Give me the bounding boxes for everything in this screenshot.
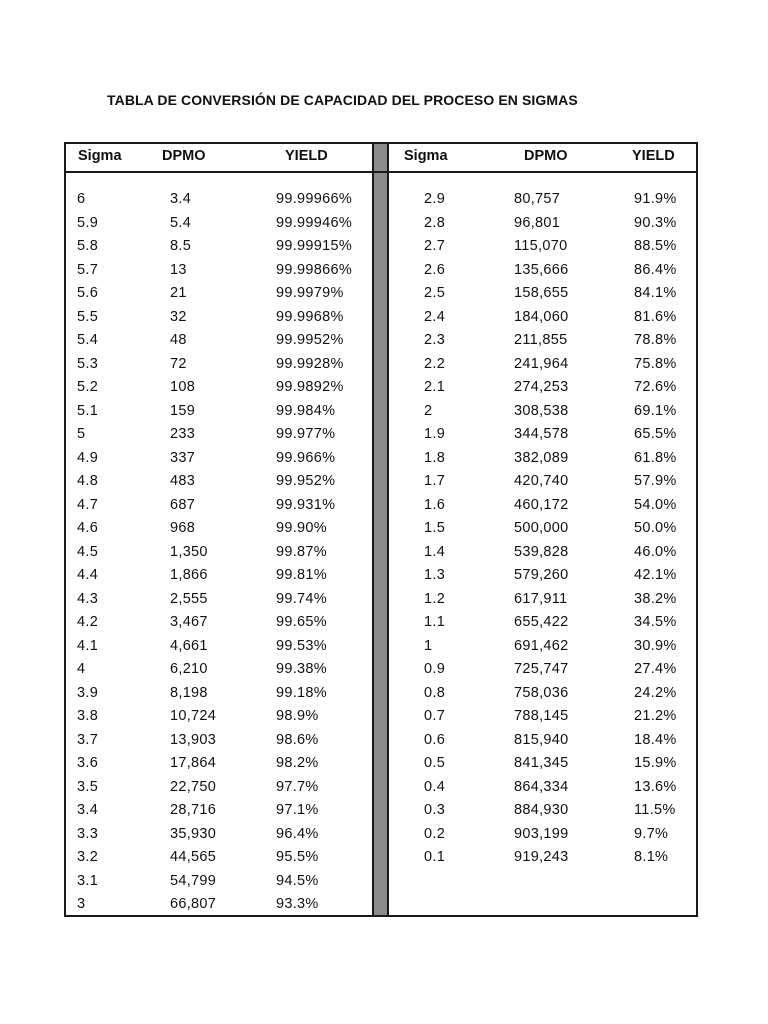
right-sigma-cell: 2.2 xyxy=(424,355,446,372)
right-sigma-cell: 0.7 xyxy=(424,708,446,724)
right-dpmo-cell: 864,334 xyxy=(514,778,569,795)
left-dpmo-cell: 8,198 xyxy=(170,684,208,701)
right-sigma-cell: 0.8 xyxy=(424,684,446,701)
header-left-sigma: Sigma xyxy=(78,148,122,164)
right-yield-cell: 24.2% xyxy=(634,684,677,701)
left-yield-cell: 99.99966% xyxy=(276,191,353,207)
table-row xyxy=(66,191,696,215)
left-yield-cell: 99.966% xyxy=(276,449,336,466)
right-sigma-cell: 2.7 xyxy=(424,238,446,254)
table-row xyxy=(66,732,696,756)
right-sigma-cell: 1.9 xyxy=(424,426,446,442)
right-yield-cell: 72.6% xyxy=(634,379,677,395)
right-yield-cell: 88.5% xyxy=(634,238,677,254)
table-row xyxy=(66,614,696,638)
header-right-yield: YIELD xyxy=(632,148,675,164)
left-sigma-cell: 3.3 xyxy=(77,825,99,842)
right-yield-cell: 18.4% xyxy=(634,731,677,748)
right-yield-cell: 90.3% xyxy=(634,214,677,231)
left-sigma-cell: 3.5 xyxy=(77,778,99,795)
left-sigma-cell: 4.6 xyxy=(77,520,99,536)
left-yield-cell: 99.977% xyxy=(276,426,336,442)
left-yield-cell: 93.3% xyxy=(276,896,319,912)
right-yield-cell: 42.1% xyxy=(634,567,677,583)
right-sigma-cell: 2.5 xyxy=(424,285,446,301)
left-dpmo-cell: 32 xyxy=(170,308,187,325)
right-dpmo-cell: 241,964 xyxy=(514,355,569,372)
left-sigma-cell: 3.2 xyxy=(77,849,99,865)
right-yield-cell: 57.9% xyxy=(634,473,677,489)
left-dpmo-cell: 968 xyxy=(170,520,196,536)
left-sigma-cell: 4.3 xyxy=(77,590,99,607)
right-yield-cell: 30.9% xyxy=(634,637,677,654)
left-sigma-cell: 3.4 xyxy=(77,802,99,818)
left-dpmo-cell: 108 xyxy=(170,379,196,395)
table-row xyxy=(66,661,696,685)
left-yield-cell: 99.9979% xyxy=(276,285,344,301)
right-dpmo-cell: 539,828 xyxy=(514,543,569,560)
left-yield-cell: 99.9892% xyxy=(276,379,344,395)
left-sigma-cell: 4.1 xyxy=(77,637,99,654)
right-sigma-cell: 2.1 xyxy=(424,379,446,395)
left-dpmo-cell: 28,716 xyxy=(170,802,217,818)
left-yield-cell: 99.931% xyxy=(276,496,336,513)
table-row xyxy=(66,520,696,544)
right-sigma-cell: 0.2 xyxy=(424,825,446,842)
right-yield-cell: 78.8% xyxy=(634,332,677,348)
left-sigma-cell: 3.6 xyxy=(77,755,99,771)
header-right-sigma: Sigma xyxy=(404,148,448,164)
right-yield-cell: 13.6% xyxy=(634,778,677,795)
right-dpmo-cell: 903,199 xyxy=(514,825,569,842)
right-dpmo-cell: 617,911 xyxy=(514,590,568,607)
left-sigma-cell: 4.7 xyxy=(77,496,99,513)
right-dpmo-cell: 500,000 xyxy=(514,520,569,536)
right-sigma-cell: 1.7 xyxy=(424,473,446,489)
table-row xyxy=(66,497,696,521)
left-dpmo-cell: 44,565 xyxy=(170,849,217,865)
table-row xyxy=(66,285,696,309)
left-dpmo-cell: 10,724 xyxy=(170,708,217,724)
left-sigma-cell: 5.7 xyxy=(77,261,99,278)
right-dpmo-cell: 579,260 xyxy=(514,567,569,583)
right-sigma-cell: 1.8 xyxy=(424,449,446,466)
right-dpmo-cell: 382,089 xyxy=(514,449,569,466)
left-dpmo-cell: 3.4 xyxy=(170,191,192,207)
sigma-conversion-table xyxy=(64,142,698,917)
left-sigma-cell: 3.8 xyxy=(77,708,99,724)
right-dpmo-cell: 115,070 xyxy=(514,238,568,254)
right-yield-cell: 65.5% xyxy=(634,426,677,442)
right-yield-cell: 38.2% xyxy=(634,590,677,607)
right-dpmo-cell: 841,345 xyxy=(514,755,569,771)
right-dpmo-cell: 211,855 xyxy=(514,332,568,348)
left-sigma-cell: 5.2 xyxy=(77,379,99,395)
table-row xyxy=(66,356,696,380)
left-yield-cell: 99.53% xyxy=(276,637,327,654)
right-yield-cell: 8.1% xyxy=(634,849,669,865)
left-yield-cell: 99.99866% xyxy=(276,261,353,278)
right-sigma-cell: 2.6 xyxy=(424,261,446,278)
right-yield-cell: 69.1% xyxy=(634,402,677,419)
left-sigma-cell: 4.4 xyxy=(77,567,99,583)
right-yield-cell: 84.1% xyxy=(634,285,677,301)
left-sigma-cell: 5.3 xyxy=(77,355,99,372)
right-dpmo-cell: 691,462 xyxy=(514,637,569,654)
left-sigma-cell: 4 xyxy=(77,661,86,677)
table-row xyxy=(66,779,696,803)
table-row xyxy=(66,708,696,732)
table-row xyxy=(66,309,696,333)
right-dpmo-cell: 158,655 xyxy=(514,285,569,301)
left-dpmo-cell: 48 xyxy=(170,332,187,348)
header-right-dpmo: DPMO xyxy=(524,148,568,164)
left-dpmo-cell: 1,350 xyxy=(170,543,208,560)
right-yield-cell: 34.5% xyxy=(634,614,677,630)
left-yield-cell: 99.74% xyxy=(276,590,327,607)
right-yield-cell: 86.4% xyxy=(634,261,677,278)
header-left-yield: YIELD xyxy=(285,148,328,164)
left-dpmo-cell: 17,864 xyxy=(170,755,217,771)
right-dpmo-cell: 184,060 xyxy=(514,308,569,325)
table-row xyxy=(66,473,696,497)
left-sigma-cell: 5.1 xyxy=(77,402,99,419)
left-sigma-cell: 4.2 xyxy=(77,614,99,630)
right-sigma-cell: 2.4 xyxy=(424,308,446,325)
table-row xyxy=(66,379,696,403)
table-row xyxy=(66,591,696,615)
left-dpmo-cell: 337 xyxy=(170,449,196,466)
table-row xyxy=(66,638,696,662)
right-dpmo-cell: 884,930 xyxy=(514,802,569,818)
right-yield-cell: 11.5% xyxy=(634,802,676,818)
right-sigma-cell: 0.9 xyxy=(424,661,446,677)
left-sigma-cell: 5.5 xyxy=(77,308,99,325)
left-dpmo-cell: 35,930 xyxy=(170,825,217,842)
right-sigma-cell: 0.1 xyxy=(424,849,446,865)
left-dpmo-cell: 13 xyxy=(170,261,187,278)
right-yield-cell: 9.7% xyxy=(634,825,669,842)
right-dpmo-cell: 788,145 xyxy=(514,708,569,724)
table-row xyxy=(66,567,696,591)
table-row xyxy=(66,215,696,239)
left-sigma-cell: 4.5 xyxy=(77,543,99,560)
left-yield-cell: 99.952% xyxy=(276,473,336,489)
right-yield-cell: 61.8% xyxy=(634,449,677,466)
right-sigma-cell: 1.2 xyxy=(424,590,446,607)
left-yield-cell: 99.38% xyxy=(276,661,327,677)
header-divider xyxy=(66,171,696,173)
left-dpmo-cell: 3,467 xyxy=(170,614,208,630)
right-sigma-cell: 0.4 xyxy=(424,778,446,795)
right-yield-cell: 81.6% xyxy=(634,308,677,325)
left-yield-cell: 95.5% xyxy=(276,849,319,865)
left-sigma-cell: 5.8 xyxy=(77,238,99,254)
table-row xyxy=(66,332,696,356)
right-yield-cell: 91.9% xyxy=(634,191,677,207)
left-dpmo-cell: 1,866 xyxy=(170,567,208,583)
left-sigma-cell: 3.7 xyxy=(77,731,99,748)
left-dpmo-cell: 159 xyxy=(170,402,196,419)
left-yield-cell: 99.87% xyxy=(276,543,327,560)
right-sigma-cell: 1 xyxy=(424,637,433,654)
left-yield-cell: 99.18% xyxy=(276,684,327,701)
left-yield-cell: 99.984% xyxy=(276,402,336,419)
right-yield-cell: 46.0% xyxy=(634,543,677,560)
left-sigma-cell: 3.1 xyxy=(77,872,99,889)
header-left-dpmo: DPMO xyxy=(162,148,206,164)
left-yield-cell: 98.9% xyxy=(276,708,319,724)
left-dpmo-cell: 13,903 xyxy=(170,731,217,748)
left-yield-cell: 99.9952% xyxy=(276,332,344,348)
left-yield-cell: 99.99946% xyxy=(276,214,353,231)
right-dpmo-cell: 274,253 xyxy=(514,379,569,395)
table-row xyxy=(66,802,696,826)
left-dpmo-cell: 66,807 xyxy=(170,896,217,912)
table-row xyxy=(66,238,696,262)
right-sigma-cell: 2.3 xyxy=(424,332,446,348)
right-sigma-cell: 2.9 xyxy=(424,191,446,207)
right-sigma-cell: 0.5 xyxy=(424,755,446,771)
right-dpmo-cell: 725,747 xyxy=(514,661,569,677)
left-sigma-cell: 3 xyxy=(77,896,86,912)
right-yield-cell: 50.0% xyxy=(634,520,677,536)
left-yield-cell: 99.9968% xyxy=(276,308,344,325)
right-yield-cell: 27.4% xyxy=(634,661,677,677)
left-dpmo-cell: 5.4 xyxy=(170,214,192,231)
right-dpmo-cell: 96,801 xyxy=(514,214,561,231)
left-sigma-cell: 6 xyxy=(77,191,86,207)
right-sigma-cell: 0.3 xyxy=(424,802,446,818)
right-dpmo-cell: 80,757 xyxy=(514,191,561,207)
right-sigma-cell: 1.3 xyxy=(424,567,446,583)
table-row xyxy=(66,426,696,450)
left-yield-cell: 99.99915% xyxy=(276,238,353,254)
right-yield-cell: 21.2% xyxy=(634,708,677,724)
right-dpmo-cell: 308,538 xyxy=(514,402,569,419)
right-dpmo-cell: 655,422 xyxy=(514,614,569,630)
left-yield-cell: 99.65% xyxy=(276,614,327,630)
left-sigma-cell: 5 xyxy=(77,426,86,442)
right-dpmo-cell: 344,578 xyxy=(514,426,569,442)
right-yield-cell: 54.0% xyxy=(634,496,677,513)
left-sigma-cell: 5.4 xyxy=(77,332,99,348)
left-dpmo-cell: 6,210 xyxy=(170,661,208,677)
right-dpmo-cell: 815,940 xyxy=(514,731,569,748)
right-sigma-cell: 2 xyxy=(424,402,433,419)
right-sigma-cell: 1.4 xyxy=(424,543,446,560)
left-sigma-cell: 3.9 xyxy=(77,684,99,701)
right-sigma-cell: 0.6 xyxy=(424,731,446,748)
left-sigma-cell: 5.9 xyxy=(77,214,99,231)
left-dpmo-cell: 2,555 xyxy=(170,590,208,607)
left-yield-cell: 99.81% xyxy=(276,567,327,583)
right-dpmo-cell: 460,172 xyxy=(514,496,569,513)
right-dpmo-cell: 758,036 xyxy=(514,684,569,701)
right-yield-cell: 75.8% xyxy=(634,355,677,372)
left-dpmo-cell: 72 xyxy=(170,355,187,372)
right-sigma-cell: 2.8 xyxy=(424,214,446,231)
table-row xyxy=(66,896,696,920)
left-dpmo-cell: 8.5 xyxy=(170,238,192,254)
right-dpmo-cell: 135,666 xyxy=(514,261,569,278)
table-row xyxy=(66,262,696,286)
table-row xyxy=(66,544,696,568)
left-dpmo-cell: 22,750 xyxy=(170,778,217,795)
table-row xyxy=(66,450,696,474)
left-dpmo-cell: 483 xyxy=(170,473,196,489)
table-row xyxy=(66,685,696,709)
left-sigma-cell: 5.6 xyxy=(77,285,99,301)
left-yield-cell: 97.1% xyxy=(276,802,319,818)
table-row xyxy=(66,403,696,427)
left-yield-cell: 98.6% xyxy=(276,731,319,748)
left-yield-cell: 94.5% xyxy=(276,872,319,889)
left-dpmo-cell: 54,799 xyxy=(170,872,217,889)
left-yield-cell: 96.4% xyxy=(276,825,319,842)
right-dpmo-cell: 420,740 xyxy=(514,473,569,489)
left-sigma-cell: 4.8 xyxy=(77,473,99,489)
page-title: TABLA DE CONVERSIÓN DE CAPACIDAD DEL PROCESO EN SIGMAS xyxy=(107,92,578,108)
left-dpmo-cell: 687 xyxy=(170,496,196,513)
left-yield-cell: 98.2% xyxy=(276,755,319,771)
table-header-row xyxy=(66,144,696,171)
right-sigma-cell: 1.1 xyxy=(424,614,446,630)
table-row xyxy=(66,826,696,850)
right-yield-cell: 15.9% xyxy=(634,755,677,771)
table-row xyxy=(66,755,696,779)
table-row xyxy=(66,849,696,873)
right-dpmo-cell: 919,243 xyxy=(514,849,569,865)
right-sigma-cell: 1.6 xyxy=(424,496,446,513)
left-yield-cell: 99.90% xyxy=(276,520,327,536)
right-sigma-cell: 1.5 xyxy=(424,520,446,536)
left-dpmo-cell: 4,661 xyxy=(170,637,208,654)
table-row xyxy=(66,873,696,897)
left-yield-cell: 97.7% xyxy=(276,778,319,795)
left-sigma-cell: 4.9 xyxy=(77,449,99,466)
left-yield-cell: 99.9928% xyxy=(276,355,344,372)
left-dpmo-cell: 21 xyxy=(170,285,187,301)
left-dpmo-cell: 233 xyxy=(170,426,196,442)
